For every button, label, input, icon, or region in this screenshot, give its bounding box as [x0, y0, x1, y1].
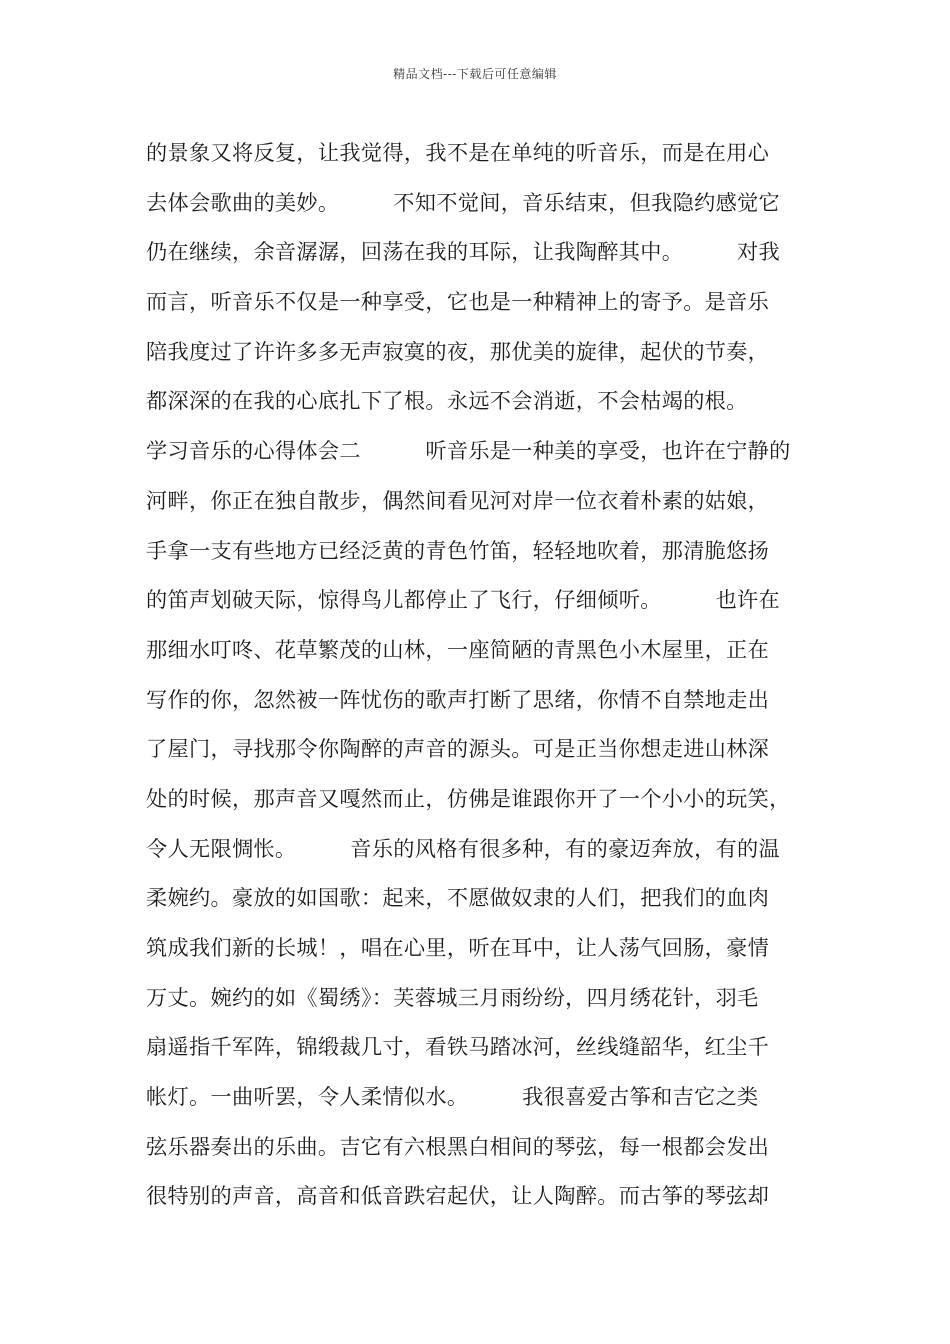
text-line: 学习音乐的心得体会二 听音乐是一种美的享受，也许在宁静的 [146, 438, 791, 464]
text-line: 筑成我们新的长城！，唱在心里，听在耳中，让人荡气回肠，豪情 [146, 935, 770, 960]
text-line: 河畔，你正在独自散步，偶然间看见河对岸一位衣着朴素的姑娘， [146, 487, 770, 513]
text-line: 写作的你，忽然被一阵忧伤的歌声打断了思绪，你情不自禁地走出 [146, 686, 770, 712]
text-line: 去体会歌曲的美妙。 不知不觉间，音乐结束，但我隐约感觉它 [146, 189, 781, 215]
text-line: 令人无限惆怅。 音乐的风格有很多种，有的豪迈奔放，有的温 [146, 835, 781, 861]
text-line: 都深深的在我的心底扎下了根。永远不会消逝，不会枯竭的根。 [146, 388, 748, 414]
page-header: 精品文档---下载后可任意编辑 [393, 67, 557, 81]
body-text [146, 128, 816, 1221]
text-line: 那细水叮咚、花草繁茂的山林，一座简陋的青黑色小木屋里，正在 [146, 636, 770, 662]
text-line: 弦乐器奏出的乐曲。吉它有六根黑白相间的琴弦，每一根都会发出 [146, 1133, 770, 1159]
text-line: 扇遥指千军阵，锦缎裁几寸，看铁马踏冰河，丝线缝韶华，红尘千 [146, 1034, 770, 1060]
text-line: 很特别的声音，高音和低音跌宕起伏，让人陶醉。而古筝的琴弦却 [146, 1183, 770, 1209]
text-line: 柔婉约。豪放的如国歌：起来，不愿做奴隶的人们，把我们的血肉 [146, 885, 770, 911]
text-line: 帐灯。一曲听罢，令人柔情似水。 我很喜爱古筝和吉它之类 [146, 1084, 759, 1110]
text-line: 手拿一支有些地方已经泛黄的青色竹笛，轻轻地吹着，那清脆悠扬 [146, 537, 770, 563]
text-line: 陪我度过了许许多多无声寂寞的夜，那优美的旋律，起伏的节奏， [146, 338, 770, 364]
text-line: 的景象又将反复，让我觉得，我不是在单纯的听音乐，而是在用心 [146, 140, 770, 165]
text-line: 处的时候，那声音又嘎然而止，仿佛是谁跟你开了一个小小的玩笑， [146, 785, 791, 811]
text-line: 万丈。婉约的如《蜀绣》：芙蓉城三月雨纷纷，四月绣花针，羽毛 [146, 984, 759, 1010]
text-line: 而言，听音乐不仅是一种享受，它也是一种精神上的寄予。是音乐 [146, 289, 770, 315]
text-line: 的笛声划破天际，惊得鸟儿都停止了飞行，仔细倾听。 也许在 [146, 587, 781, 613]
text-line: 了屋门，寻找那令你陶醉的声音的源头。可是正当你想走进山林深 [146, 736, 770, 762]
text-line: 仍在继续，余音潺潺，回荡在我的耳际，让我陶醉其中。 对我 [146, 239, 781, 265]
